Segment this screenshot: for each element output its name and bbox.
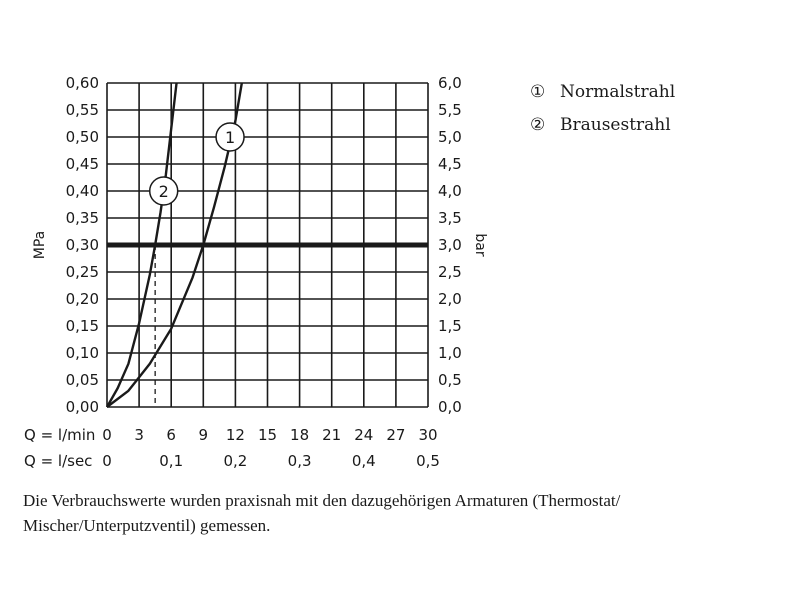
y2-tick-label: 4,5 xyxy=(438,155,462,173)
x-axis-label: Q = l/min xyxy=(24,426,96,444)
y2-tick-labels xyxy=(438,74,462,416)
y-tick-label: 0,25 xyxy=(65,263,99,281)
y-tick-label: 0,40 xyxy=(65,182,99,200)
y-tick-label: 0,55 xyxy=(65,101,99,119)
legend-entry-normalstrahl xyxy=(530,82,675,102)
legend-symbol: ② xyxy=(530,115,546,135)
x2-tick-label: 0,4 xyxy=(351,452,376,470)
y2-tick-label: 2,0 xyxy=(438,290,462,308)
y2-tick-label: 2,5 xyxy=(438,263,462,281)
y-tick-label: 0,10 xyxy=(65,344,99,362)
y2-tick-label: 4,0 xyxy=(438,182,462,200)
x2-tick-label: 0,1 xyxy=(159,452,184,470)
y2-tick-label: 1,0 xyxy=(438,344,462,362)
y-tick-label: 0,30 xyxy=(65,236,99,254)
x2-tick-label: 0 xyxy=(102,452,112,470)
y2-tick-label: 5,0 xyxy=(438,128,462,146)
y2-tick-label: 0,0 xyxy=(438,398,462,416)
y2-tick-label: 3,5 xyxy=(438,209,462,227)
x2-tick-label: 0,5 xyxy=(416,452,440,470)
legend-entry-brausestrahl xyxy=(530,115,671,135)
series-marker-label: 1 xyxy=(224,128,236,147)
y-tick-label: 0,35 xyxy=(65,209,99,227)
footnote: Die Verbrauchswerte wurden praxisnah mit den dazugehörigen Armaturen (Thermostat/ Mischer/Unterputzventil) gemessen. xyxy=(23,491,621,535)
x-tick-labels xyxy=(102,426,437,444)
x2-tick-labels xyxy=(102,452,440,470)
y-tick-label: 0,50 xyxy=(65,128,99,146)
y2-tick-label: 0,5 xyxy=(438,371,462,389)
legend-label: Normalstrahl xyxy=(560,82,676,102)
y2-tick-label: 3,0 xyxy=(438,236,462,254)
y2-tick-label: 5,5 xyxy=(438,101,462,119)
x-tick-label: 6 xyxy=(166,426,176,444)
x-tick-label: 18 xyxy=(290,426,310,444)
x-tick-label: 3 xyxy=(134,426,144,444)
y2-axis-label: bar xyxy=(472,233,488,257)
y-tick-label: 0,05 xyxy=(65,371,99,389)
x-tick-label: 27 xyxy=(386,426,406,444)
y-tick-labels xyxy=(66,74,99,416)
x-tick-label: 9 xyxy=(198,426,209,444)
x2-axis-label: Q = l/sec xyxy=(24,452,93,470)
x-tick-label: 21 xyxy=(322,426,342,444)
x-tick-label: 12 xyxy=(225,426,245,444)
x-tick-label: 24 xyxy=(354,426,374,444)
legend-symbol: ① xyxy=(530,82,546,102)
x2-tick-label: 0,2 xyxy=(223,452,248,470)
legend-label: Brausestrahl xyxy=(560,115,671,135)
x-tick-label: 0 xyxy=(102,426,112,444)
y-tick-label: 0,15 xyxy=(65,317,99,335)
x2-tick-label: 0,3 xyxy=(287,452,312,470)
y2-tick-label: 1,5 xyxy=(438,317,462,335)
y-tick-label: 0,20 xyxy=(65,290,99,308)
y-tick-label: 0,00 xyxy=(65,398,99,416)
series-marker-label: 2 xyxy=(158,182,169,201)
y-tick-label: 0,60 xyxy=(65,74,99,92)
y-axis-label: MPa xyxy=(32,230,48,260)
x-tick-label: 15 xyxy=(257,426,278,444)
legend xyxy=(530,82,675,135)
y-tick-label: 0,45 xyxy=(65,155,99,173)
x-tick-label: 30 xyxy=(418,426,438,444)
y2-tick-label: 6,0 xyxy=(438,74,462,92)
